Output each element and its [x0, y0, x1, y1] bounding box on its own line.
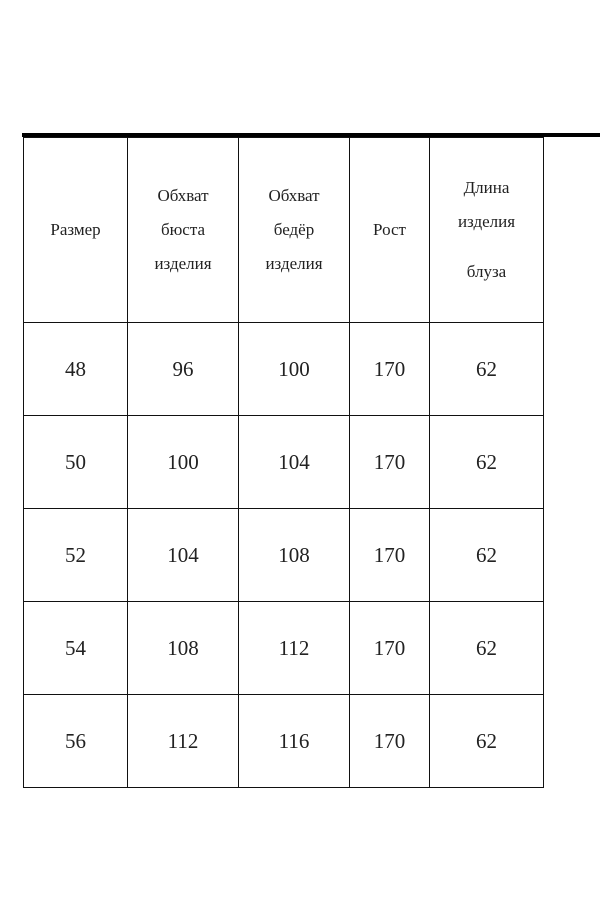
cell-size: 56 [24, 695, 128, 788]
header-hips [239, 138, 350, 323]
table-row [24, 602, 544, 695]
cell-size: 50 [24, 416, 128, 509]
header-height [350, 138, 430, 323]
cell-length: 62 [430, 509, 544, 602]
cell-hips: 100 [239, 323, 350, 416]
cell-hips: 112 [239, 602, 350, 695]
cell-length: 62 [430, 416, 544, 509]
cell-hips: 116 [239, 695, 350, 788]
table-row [24, 416, 544, 509]
header-hips-line-2: бедёр [273, 220, 315, 239]
cell-size: 54 [24, 602, 128, 695]
header-hips-line-3: изделия [265, 254, 323, 273]
cell-bust: 96 [128, 323, 239, 416]
cell-hips: 108 [239, 509, 350, 602]
header-hips-line-1: Обхват [268, 186, 320, 205]
header-bust-line-1: Обхват [157, 186, 209, 205]
cell-height: 170 [350, 509, 430, 602]
cell-bust: 100 [128, 416, 239, 509]
table-row [24, 509, 544, 602]
cell-bust: 112 [128, 695, 239, 788]
header-size-line-1: Размер [50, 220, 101, 239]
cell-size: 52 [24, 509, 128, 602]
table-row [24, 695, 544, 788]
header-length-line-2: изделия [457, 212, 516, 231]
header-length [430, 138, 544, 323]
cell-length: 62 [430, 323, 544, 416]
header-height-line-1: Рост [373, 220, 406, 239]
table-header-row [24, 138, 544, 323]
cell-hips: 104 [239, 416, 350, 509]
cell-height: 170 [350, 416, 430, 509]
header-length-line-3: блуза [466, 262, 507, 281]
cell-length: 62 [430, 602, 544, 695]
header-size [24, 138, 128, 323]
cell-bust: 108 [128, 602, 239, 695]
header-bust [128, 138, 239, 323]
size-chart-table [23, 137, 544, 788]
cell-height: 170 [350, 602, 430, 695]
header-bust-line-2: бюста [160, 220, 206, 239]
cell-height: 170 [350, 323, 430, 416]
cell-bust: 104 [128, 509, 239, 602]
header-length-line-1: Длина [463, 178, 510, 197]
cell-length: 62 [430, 695, 544, 788]
header-bust-line-3: изделия [154, 254, 212, 273]
cell-height: 170 [350, 695, 430, 788]
cell-size: 48 [24, 323, 128, 416]
table-row [24, 323, 544, 416]
